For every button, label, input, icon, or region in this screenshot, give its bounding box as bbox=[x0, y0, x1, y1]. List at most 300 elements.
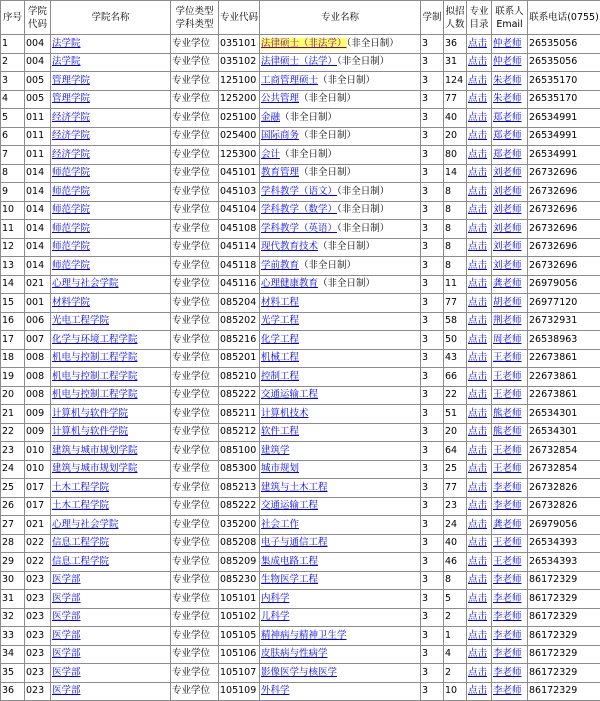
contact-email-link[interactable]: 龚老师 bbox=[493, 518, 522, 530]
cell-major-name bbox=[260, 479, 421, 498]
catalog-link[interactable]: 点击 bbox=[468, 537, 488, 549]
cell-degree-type: 专业学位 bbox=[171, 368, 219, 387]
cell-phone: 86172329 bbox=[528, 664, 600, 683]
contact-email-link[interactable]: 刘老师 bbox=[493, 241, 522, 253]
college-link[interactable]: 化学与环境工程学院 bbox=[52, 333, 138, 345]
major-link[interactable]: 会计 bbox=[261, 148, 281, 160]
contact-email-link[interactable]: 王老师 bbox=[493, 463, 522, 475]
major-link[interactable]: 精神病与精神卫生学 bbox=[261, 629, 347, 641]
cell-catalog bbox=[467, 460, 492, 479]
cell-college-name bbox=[51, 349, 171, 368]
catalog-link[interactable]: 点击 bbox=[468, 685, 488, 697]
study-mode-note: （非全日制） bbox=[318, 241, 376, 253]
contact-email-link[interactable]: 刘老师 bbox=[493, 167, 522, 179]
catalog-link[interactable]: 点击 bbox=[468, 352, 488, 364]
cell-phone: 26732854 bbox=[528, 442, 600, 461]
catalog-link[interactable]: 点击 bbox=[468, 463, 488, 475]
contact-email-link[interactable]: 刘老师 bbox=[493, 259, 522, 271]
cell-college-name bbox=[51, 201, 171, 220]
contact-email-link[interactable]: 李老师 bbox=[493, 500, 522, 512]
contact-email-link[interactable]: 刘老师 bbox=[493, 204, 522, 216]
cell-catalog bbox=[467, 442, 492, 461]
contact-email-link[interactable]: 李老师 bbox=[493, 592, 522, 604]
college-link[interactable]: 心理与社会学院 bbox=[52, 518, 119, 530]
catalog-link[interactable]: 点击 bbox=[468, 500, 488, 512]
major-link[interactable]: 社会工作 bbox=[261, 518, 300, 530]
cell-duration: 3 bbox=[421, 312, 444, 331]
cell-college-name bbox=[51, 627, 171, 646]
cell-duration: 3 bbox=[421, 368, 444, 387]
study-mode-note: （非全日制） bbox=[299, 259, 357, 271]
study-mode-note: （非全日制） bbox=[337, 204, 390, 216]
cell-catalog bbox=[467, 386, 492, 405]
cell-catalog bbox=[467, 553, 492, 572]
college-link[interactable]: 管理学院 bbox=[52, 93, 91, 105]
contact-email-link[interactable]: 李老师 bbox=[493, 666, 522, 678]
college-link[interactable]: 师范学院 bbox=[52, 222, 91, 234]
cell-enrollment: 14 bbox=[444, 164, 467, 183]
table-row bbox=[1, 294, 600, 313]
cell-catalog bbox=[467, 497, 492, 516]
catalog-link[interactable]: 点击 bbox=[468, 629, 488, 641]
cell-college-code: 014 bbox=[25, 201, 51, 220]
major-link[interactable]: 工商管理硕士 bbox=[261, 74, 319, 86]
catalog-link[interactable]: 点击 bbox=[468, 555, 488, 567]
college-link[interactable]: 医学部 bbox=[52, 685, 81, 697]
major-link[interactable]: 化学工程 bbox=[261, 333, 300, 345]
header-no: 序号 bbox=[1, 1, 25, 35]
catalog-link[interactable]: 点击 bbox=[468, 315, 488, 327]
contact-email-link[interactable]: 李老师 bbox=[493, 648, 522, 660]
major-link[interactable]: 皮肤病与性病学 bbox=[261, 648, 328, 660]
cell-contact bbox=[492, 460, 528, 479]
catalog-link[interactable]: 点击 bbox=[468, 407, 488, 419]
major-link[interactable]: 生物医学工程 bbox=[261, 574, 319, 586]
cell-enrollment: 8 bbox=[444, 257, 467, 276]
cell-phone: 26732696 bbox=[528, 238, 600, 257]
contact-email-link[interactable]: 李老师 bbox=[493, 611, 522, 623]
college-link[interactable]: 经济学院 bbox=[52, 130, 91, 142]
cell-no: 33 bbox=[1, 627, 25, 646]
college-link[interactable]: 医学部 bbox=[52, 629, 81, 641]
catalog-link[interactable]: 点击 bbox=[468, 130, 488, 142]
catalog-link[interactable]: 点击 bbox=[468, 426, 488, 438]
cell-duration: 3 bbox=[421, 220, 444, 239]
cell-phone: 22673861 bbox=[528, 386, 600, 405]
major-link[interactable]: 软件工程 bbox=[261, 426, 300, 438]
cell-major-code: 035200 bbox=[219, 516, 260, 535]
cell-duration: 3 bbox=[421, 331, 444, 350]
cell-major-code: 085213 bbox=[219, 479, 260, 498]
cell-major-name bbox=[260, 294, 421, 313]
cell-enrollment: 77 bbox=[444, 479, 467, 498]
contact-email-link[interactable]: 李老师 bbox=[493, 481, 522, 493]
cell-major-code: 045118 bbox=[219, 257, 260, 276]
cell-college-name bbox=[51, 442, 171, 461]
cell-college-name bbox=[51, 571, 171, 590]
table-row bbox=[1, 312, 600, 331]
catalog-link[interactable]: 点击 bbox=[468, 111, 488, 123]
college-link[interactable]: 医学部 bbox=[52, 648, 81, 660]
contact-email-link[interactable]: 王老师 bbox=[493, 555, 522, 567]
table-row bbox=[1, 571, 600, 590]
table-row bbox=[1, 534, 600, 553]
cell-enrollment: 46 bbox=[444, 553, 467, 572]
catalog-link[interactable]: 点击 bbox=[468, 93, 488, 105]
college-link[interactable]: 土木工程学院 bbox=[52, 500, 110, 512]
contact-email-link[interactable]: 龚老师 bbox=[493, 278, 522, 290]
cell-no: 21 bbox=[1, 405, 25, 424]
cell-enrollment: 20 bbox=[444, 127, 467, 146]
cell-major-name bbox=[260, 497, 421, 516]
college-link[interactable]: 信息工程学院 bbox=[52, 555, 110, 567]
major-link[interactable]: 计算机技术 bbox=[261, 407, 309, 419]
cell-college-name bbox=[51, 294, 171, 313]
major-link[interactable]: 集成电路工程 bbox=[261, 555, 319, 567]
college-link[interactable]: 建筑与城市规划学院 bbox=[52, 463, 138, 475]
college-link[interactable]: 师范学院 bbox=[52, 167, 91, 179]
catalog-link[interactable]: 点击 bbox=[468, 56, 488, 68]
table-row bbox=[1, 423, 600, 442]
major-link[interactable]: 现代教育技术 bbox=[261, 241, 319, 253]
cell-college-name bbox=[51, 35, 171, 54]
catalog-link[interactable]: 点击 bbox=[468, 241, 488, 253]
cell-no: 9 bbox=[1, 183, 25, 202]
contact-email-link[interactable]: 王老师 bbox=[493, 537, 522, 549]
cell-no: 8 bbox=[1, 164, 25, 183]
table-row bbox=[1, 460, 600, 479]
cell-contact bbox=[492, 516, 528, 535]
table-row bbox=[1, 146, 600, 165]
cell-college-code: 023 bbox=[25, 627, 51, 646]
college-link[interactable]: 经济学院 bbox=[52, 111, 91, 123]
cell-enrollment: 4 bbox=[444, 645, 467, 664]
catalog-link[interactable]: 点击 bbox=[468, 222, 488, 234]
contact-email-link[interactable]: 熊老师 bbox=[493, 407, 522, 419]
catalog-link[interactable]: 点击 bbox=[468, 333, 488, 345]
cell-catalog bbox=[467, 608, 492, 627]
table-row bbox=[1, 35, 600, 54]
table-header-row bbox=[1, 1, 600, 35]
major-link[interactable]: 法律硕士（非法学） bbox=[261, 37, 347, 49]
major-link[interactable]: 公共管理 bbox=[261, 93, 300, 105]
cell-major-name bbox=[260, 72, 421, 91]
major-link[interactable]: 学科教学（英语） bbox=[261, 222, 338, 234]
cell-phone: 26538963 bbox=[528, 331, 600, 350]
cell-degree-type: 专业学位 bbox=[171, 682, 219, 701]
cell-duration: 3 bbox=[421, 645, 444, 664]
cell-phone: 26535170 bbox=[528, 72, 600, 91]
contact-email-link[interactable]: 熊老师 bbox=[493, 426, 522, 438]
college-link[interactable]: 法学院 bbox=[52, 37, 81, 49]
cell-contact bbox=[492, 294, 528, 313]
cell-major-code: 045101 bbox=[219, 164, 260, 183]
catalog-link[interactable]: 点击 bbox=[468, 648, 488, 660]
major-link[interactable]: 学科教学（数学） bbox=[261, 204, 338, 216]
catalog-link[interactable]: 点击 bbox=[468, 296, 488, 308]
catalog-link[interactable]: 点击 bbox=[468, 74, 488, 86]
college-link[interactable]: 材料学院 bbox=[52, 296, 91, 308]
cell-catalog bbox=[467, 109, 492, 128]
college-link[interactable]: 医学部 bbox=[52, 574, 81, 586]
contact-email-link[interactable]: 王老师 bbox=[493, 352, 522, 364]
cell-contact bbox=[492, 479, 528, 498]
major-link[interactable]: 影像医学与核医学 bbox=[261, 666, 338, 678]
contact-email-link[interactable]: 朱老师 bbox=[493, 74, 522, 86]
contact-email-link[interactable]: 刘老师 bbox=[493, 222, 522, 234]
table-row bbox=[1, 682, 600, 701]
college-link[interactable]: 机电与控制工程学院 bbox=[52, 352, 138, 364]
cell-major-code: 025100 bbox=[219, 109, 260, 128]
contact-email-link[interactable]: 李老师 bbox=[493, 685, 522, 697]
college-link[interactable]: 法学院 bbox=[52, 56, 81, 68]
college-link[interactable]: 管理学院 bbox=[52, 74, 91, 86]
college-link[interactable]: 光电工程学院 bbox=[52, 315, 110, 327]
cell-phone: 86172329 bbox=[528, 590, 600, 609]
cell-contact bbox=[492, 90, 528, 109]
major-link[interactable]: 金融 bbox=[261, 111, 281, 123]
cell-phone: 22673861 bbox=[528, 368, 600, 387]
table-row bbox=[1, 275, 600, 294]
cell-no: 20 bbox=[1, 386, 25, 405]
catalog-link[interactable]: 点击 bbox=[468, 278, 488, 290]
catalog-link[interactable]: 点击 bbox=[468, 389, 488, 401]
contact-email-link[interactable]: 王老师 bbox=[493, 370, 522, 382]
major-link[interactable]: 控制工程 bbox=[261, 370, 300, 382]
college-link[interactable]: 师范学院 bbox=[52, 241, 91, 253]
cell-enrollment: 2 bbox=[444, 608, 467, 627]
contact-email-link[interactable]: 荆老师 bbox=[493, 315, 522, 327]
cell-enrollment: 20 bbox=[444, 423, 467, 442]
major-link[interactable]: 国际商务 bbox=[261, 130, 300, 142]
major-link[interactable]: 材料工程 bbox=[261, 296, 300, 308]
major-link[interactable]: 交通运输工程 bbox=[261, 500, 319, 512]
major-link[interactable]: 外科学 bbox=[261, 685, 290, 697]
cell-major-name bbox=[260, 349, 421, 368]
catalog-link[interactable]: 点击 bbox=[468, 259, 488, 271]
cell-major-code: 035101 bbox=[219, 35, 260, 54]
table-row bbox=[1, 405, 600, 424]
cell-major-name bbox=[260, 627, 421, 646]
cell-major-name bbox=[260, 183, 421, 202]
contact-email-link[interactable]: 刘老师 bbox=[493, 185, 522, 197]
college-link[interactable]: 医学部 bbox=[52, 666, 81, 678]
college-link[interactable]: 经济学院 bbox=[52, 148, 91, 160]
contact-email-link[interactable]: 仲老师 bbox=[493, 56, 522, 68]
cell-duration: 3 bbox=[421, 386, 444, 405]
college-link[interactable]: 师范学院 bbox=[52, 204, 91, 216]
cell-major-name bbox=[260, 664, 421, 683]
catalog-link[interactable]: 点击 bbox=[468, 370, 488, 382]
cell-contact bbox=[492, 183, 528, 202]
major-link[interactable]: 电子与通信工程 bbox=[261, 537, 328, 549]
college-link[interactable]: 机电与控制工程学院 bbox=[52, 370, 138, 382]
cell-major-name bbox=[260, 127, 421, 146]
college-link[interactable]: 师范学院 bbox=[52, 259, 91, 271]
table-row bbox=[1, 608, 600, 627]
study-mode-note: （非全日制） bbox=[280, 111, 338, 123]
cell-enrollment: 8 bbox=[444, 571, 467, 590]
cell-catalog bbox=[467, 627, 492, 646]
cell-enrollment: 50 bbox=[444, 331, 467, 350]
cell-college-name bbox=[51, 405, 171, 424]
catalog-link[interactable]: 点击 bbox=[468, 481, 488, 493]
contact-email-link[interactable]: 郑老师 bbox=[493, 130, 522, 142]
cell-degree-type: 专业学位 bbox=[171, 294, 219, 313]
cell-college-name bbox=[51, 516, 171, 535]
contact-email-link[interactable]: 郑老师 bbox=[493, 111, 522, 123]
contact-email-link[interactable]: 郑老师 bbox=[493, 148, 522, 160]
cell-phone: 26979056 bbox=[528, 516, 600, 535]
college-link[interactable]: 计算机与软件学院 bbox=[52, 426, 129, 438]
cell-duration: 3 bbox=[421, 238, 444, 257]
cell-college-name bbox=[51, 368, 171, 387]
cell-enrollment: 22 bbox=[444, 386, 467, 405]
catalog-link[interactable]: 点击 bbox=[468, 666, 488, 678]
table-row bbox=[1, 109, 600, 128]
cell-no: 16 bbox=[1, 312, 25, 331]
cell-enrollment: 8 bbox=[444, 238, 467, 257]
cell-major-code: 085100 bbox=[219, 442, 260, 461]
catalog-link[interactable]: 点击 bbox=[468, 148, 488, 160]
contact-email-link[interactable]: 李老师 bbox=[493, 574, 522, 586]
college-link[interactable]: 信息工程学院 bbox=[52, 537, 110, 549]
cell-college-code: 017 bbox=[25, 479, 51, 498]
college-link[interactable]: 医学部 bbox=[52, 611, 81, 623]
cell-major-name bbox=[260, 257, 421, 276]
contact-email-link[interactable]: 李老师 bbox=[493, 629, 522, 641]
cell-degree-type: 专业学位 bbox=[171, 146, 219, 165]
cell-college-code: 017 bbox=[25, 497, 51, 516]
table-row bbox=[1, 386, 600, 405]
cell-college-code: 008 bbox=[25, 349, 51, 368]
cell-major-name bbox=[260, 553, 421, 572]
cell-major-name bbox=[260, 682, 421, 701]
major-link[interactable]: 教育管理 bbox=[261, 167, 300, 179]
cell-phone: 26534991 bbox=[528, 127, 600, 146]
table-row bbox=[1, 645, 600, 664]
cell-college-code: 005 bbox=[25, 90, 51, 109]
major-link[interactable]: 心理健康教育 bbox=[261, 278, 319, 290]
major-link[interactable]: 学前教育 bbox=[261, 259, 300, 271]
catalog-link[interactable]: 点击 bbox=[468, 611, 488, 623]
cell-no: 5 bbox=[1, 109, 25, 128]
cell-contact bbox=[492, 664, 528, 683]
major-link[interactable]: 光学工程 bbox=[261, 315, 300, 327]
header-phone: 联系电话(0755) bbox=[528, 1, 600, 35]
cell-catalog bbox=[467, 53, 492, 72]
cell-degree-type: 专业学位 bbox=[171, 553, 219, 572]
major-link[interactable]: 学科教学（语文） bbox=[261, 185, 338, 197]
cell-no: 29 bbox=[1, 553, 25, 572]
cell-major-code: 085211 bbox=[219, 405, 260, 424]
major-link[interactable]: 儿科学 bbox=[261, 611, 290, 623]
cell-major-name bbox=[260, 534, 421, 553]
cell-major-name bbox=[260, 516, 421, 535]
cell-catalog bbox=[467, 220, 492, 239]
cell-major-name bbox=[260, 275, 421, 294]
cell-catalog bbox=[467, 275, 492, 294]
college-link[interactable]: 土木工程学院 bbox=[52, 481, 110, 493]
cell-major-code: 045116 bbox=[219, 275, 260, 294]
contact-email-link[interactable]: 胡老师 bbox=[493, 296, 522, 308]
major-link[interactable]: 建筑与土木工程 bbox=[261, 481, 328, 493]
catalog-link[interactable]: 点击 bbox=[468, 37, 488, 49]
contact-email-link[interactable]: 仲老师 bbox=[493, 37, 522, 49]
cell-phone: 26979056 bbox=[528, 275, 600, 294]
cell-duration: 3 bbox=[421, 405, 444, 424]
cell-catalog bbox=[467, 257, 492, 276]
cell-enrollment: 24 bbox=[444, 516, 467, 535]
table-row bbox=[1, 368, 600, 387]
catalog-link[interactable]: 点击 bbox=[468, 167, 488, 179]
cell-no: 7 bbox=[1, 146, 25, 165]
college-link[interactable]: 心理与社会学院 bbox=[52, 278, 119, 290]
major-link[interactable]: 机械工程 bbox=[261, 352, 300, 364]
contact-email-link[interactable]: 周老师 bbox=[493, 333, 522, 345]
cell-degree-type: 专业学位 bbox=[171, 53, 219, 72]
catalog-link[interactable]: 点击 bbox=[468, 185, 488, 197]
cell-major-name bbox=[260, 590, 421, 609]
major-link[interactable]: 交通运输工程 bbox=[261, 389, 319, 401]
cell-major-code: 085230 bbox=[219, 571, 260, 590]
cell-major-code: 125100 bbox=[219, 72, 260, 91]
major-link[interactable]: 建筑学 bbox=[261, 444, 290, 456]
college-link[interactable]: 机电与控制工程学院 bbox=[52, 389, 138, 401]
major-link[interactable]: 城市规划 bbox=[261, 463, 300, 475]
cell-enrollment: 25 bbox=[444, 460, 467, 479]
cell-college-name bbox=[51, 645, 171, 664]
cell-college-code: 014 bbox=[25, 257, 51, 276]
cell-contact bbox=[492, 53, 528, 72]
catalog-link[interactable]: 点击 bbox=[468, 592, 488, 604]
cell-phone: 26534991 bbox=[528, 109, 600, 128]
catalog-link[interactable]: 点击 bbox=[468, 518, 488, 530]
major-link[interactable]: 法律硕士（法学） bbox=[261, 56, 338, 68]
cell-duration: 3 bbox=[421, 682, 444, 701]
contact-email-link[interactable]: 王老师 bbox=[493, 444, 522, 456]
cell-catalog bbox=[467, 146, 492, 165]
cell-phone: 26732826 bbox=[528, 497, 600, 516]
cell-college-name bbox=[51, 238, 171, 257]
table-row bbox=[1, 664, 600, 683]
cell-major-name bbox=[260, 386, 421, 405]
contact-email-link[interactable]: 朱老师 bbox=[493, 93, 522, 105]
college-link[interactable]: 师范学院 bbox=[52, 185, 91, 197]
college-link[interactable]: 计算机与软件学院 bbox=[52, 407, 129, 419]
cell-enrollment: 77 bbox=[444, 294, 467, 313]
catalog-link[interactable]: 点击 bbox=[468, 204, 488, 216]
cell-degree-type: 专业学位 bbox=[171, 497, 219, 516]
header-catalog: 专业目录 bbox=[467, 1, 492, 35]
college-link[interactable]: 建筑与城市规划学院 bbox=[52, 444, 138, 456]
table-row bbox=[1, 72, 600, 91]
cell-degree-type: 专业学位 bbox=[171, 571, 219, 590]
header-college-name: 学院名称 bbox=[51, 1, 171, 35]
cell-degree-type: 专业学位 bbox=[171, 479, 219, 498]
cell-catalog bbox=[467, 534, 492, 553]
catalog-link[interactable]: 点击 bbox=[468, 444, 488, 456]
major-link[interactable]: 内科学 bbox=[261, 592, 290, 604]
cell-major-code: 105109 bbox=[219, 682, 260, 701]
cell-degree-type: 专业学位 bbox=[171, 331, 219, 350]
catalog-link[interactable]: 点击 bbox=[468, 574, 488, 586]
contact-email-link[interactable]: 王老师 bbox=[493, 389, 522, 401]
college-link[interactable]: 医学部 bbox=[52, 592, 81, 604]
cell-enrollment: 64 bbox=[444, 442, 467, 461]
cell-catalog bbox=[467, 201, 492, 220]
cell-duration: 3 bbox=[421, 275, 444, 294]
